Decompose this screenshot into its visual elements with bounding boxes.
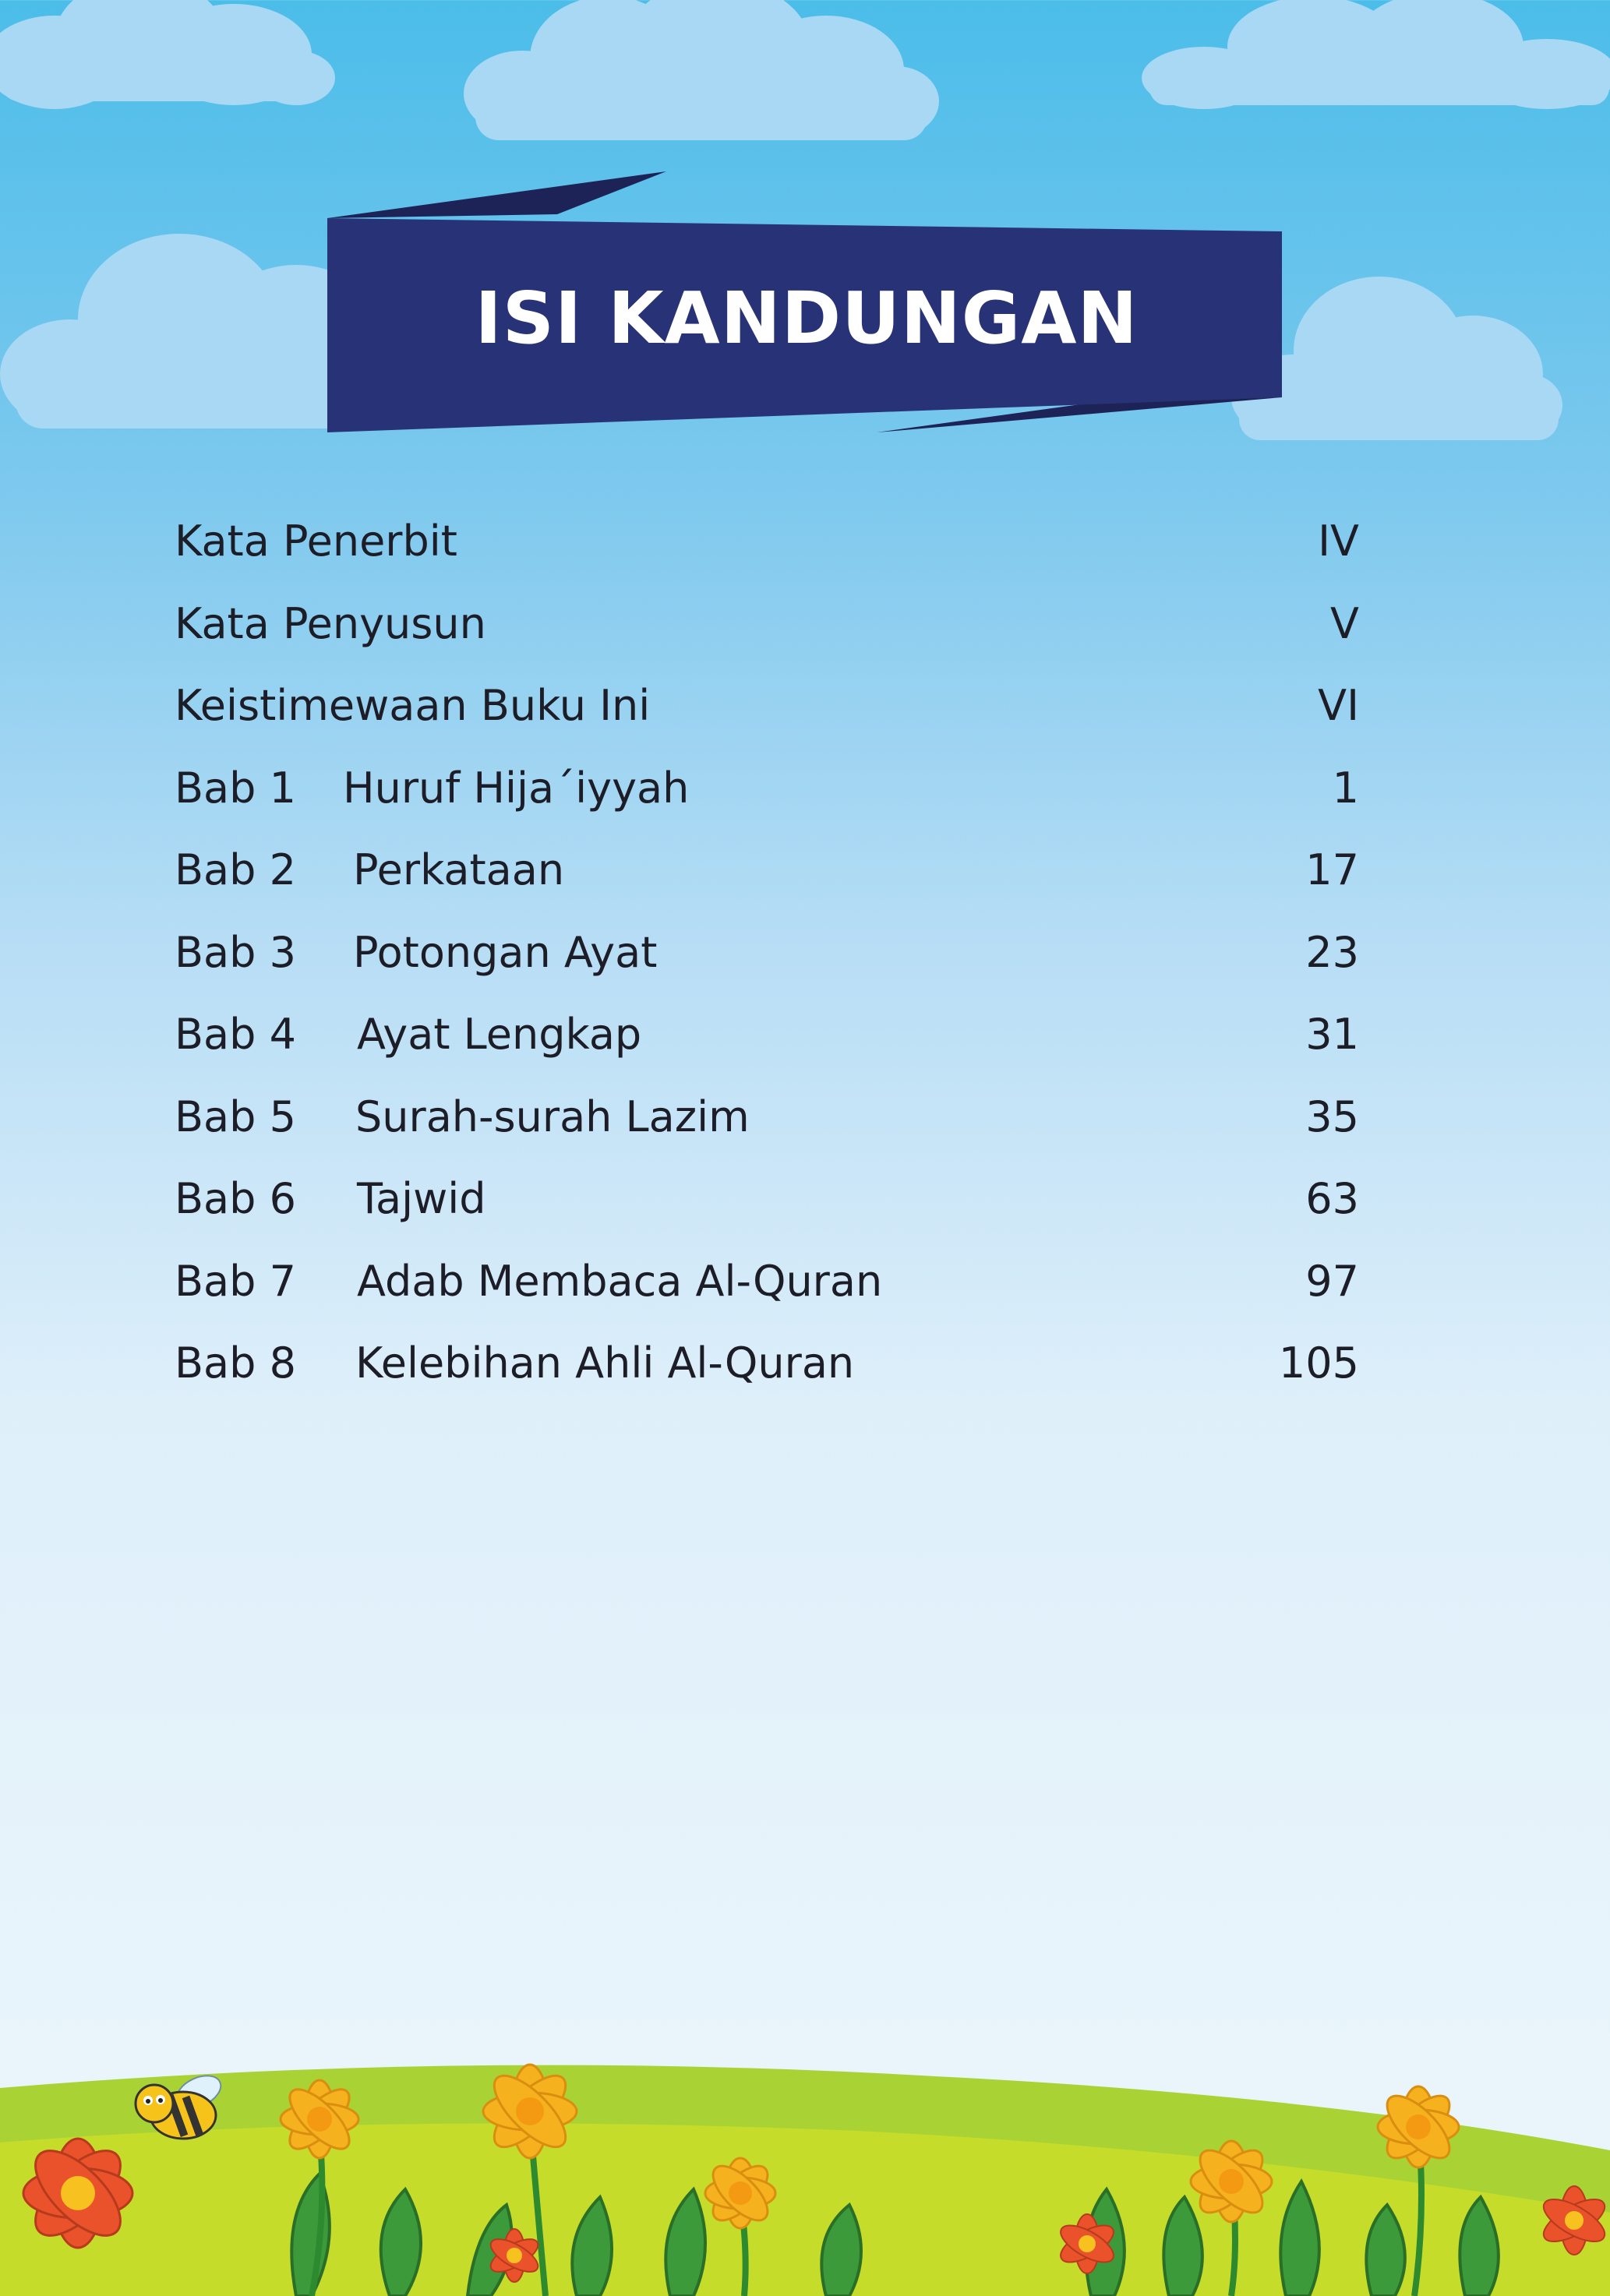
toc-entry-page: 97 (1305, 1256, 1359, 1306)
toc-entry-prefix: Bab 7 (175, 1256, 296, 1306)
toc-entry-page: V (1330, 598, 1359, 648)
flower-yellow-3 (704, 2157, 776, 2229)
toc-entry-bab-7[interactable] (175, 1250, 1359, 1333)
flower-yellow-2 (483, 2065, 577, 2158)
toc-entry-prefix: Bab 2 (175, 845, 296, 894)
toc-entry-page: IV (1318, 517, 1359, 566)
cloud-top-center (460, 0, 943, 164)
cloud-top-right (1134, 0, 1610, 125)
toc-entry-page: VI (1318, 681, 1359, 730)
toc-entry-title: Perkataan (353, 845, 565, 894)
cloud-top-left (0, 0, 343, 132)
toc-entry-kata-penyusun[interactable] (175, 593, 1359, 675)
toc-entry-page: 23 (1305, 927, 1359, 977)
toc-entry-page: 1 (1332, 763, 1359, 813)
toc-entry-bab-4[interactable] (175, 1003, 1359, 1086)
toc-entry-prefix: Bab 3 (175, 927, 296, 977)
toc-entry-prefix: Bab 1 (175, 763, 296, 813)
toc-entry-bab-6[interactable] (175, 1168, 1359, 1250)
toc-entry-bab-8[interactable] (175, 1332, 1359, 1415)
toc-entry-page: 17 (1305, 845, 1359, 894)
flower-yellow-5 (1378, 2086, 1460, 2168)
toc-entry-bab-3[interactable] (175, 922, 1359, 1004)
meadow-illustration (0, 2057, 1610, 2296)
table-of-contents (175, 510, 1359, 1415)
toc-entry-prefix: Bab 6 (175, 1174, 296, 1223)
toc-entry-prefix: Bab 5 (175, 1092, 296, 1141)
toc-entry-title: Huruf Hija´iyyah (343, 763, 690, 813)
toc-entry-page: 105 (1278, 1338, 1359, 1388)
toc-entry-title: Kata Penerbit (175, 517, 457, 566)
banner-fold-top (327, 171, 666, 218)
toc-entry-page: 35 (1305, 1092, 1359, 1141)
toc-entry-keistimewaan[interactable] (175, 675, 1359, 757)
toc-entry-title: Kata Penyusun (175, 598, 486, 648)
flower-yellow-1 (281, 2080, 358, 2158)
toc-entry-title: Surah-surah Lazim (355, 1092, 750, 1141)
toc-entry-title: Adab Membaca Al-Quran (357, 1256, 883, 1306)
toc-entry-title: Kelebihan Ahli Al-Quran (355, 1338, 855, 1388)
toc-entry-title: Tajwid (357, 1174, 486, 1223)
flower-yellow-4 (1191, 2141, 1273, 2223)
toc-entry-page: 31 (1305, 1010, 1359, 1059)
flower-red-left (22, 2137, 134, 2249)
toc-entry-page: 63 (1305, 1174, 1359, 1223)
toc-entry-title: Ayat Lengkap (357, 1010, 642, 1059)
toc-entry-bab-2[interactable] (175, 839, 1359, 922)
page-title: ISI KANDUNGAN (475, 277, 1139, 360)
toc-entry-prefix: Bab 4 (175, 1010, 296, 1059)
toc-entry-bab-5[interactable] (175, 1086, 1359, 1169)
toc-entry-kata-penerbit[interactable] (175, 510, 1359, 593)
toc-entry-prefix: Bab 8 (175, 1338, 296, 1388)
toc-entry-bab-1[interactable] (175, 757, 1359, 840)
toc-entry-title: Keistimewaan Buku Ini (175, 681, 651, 730)
toc-entry-title: Potongan Ayat (353, 927, 658, 977)
